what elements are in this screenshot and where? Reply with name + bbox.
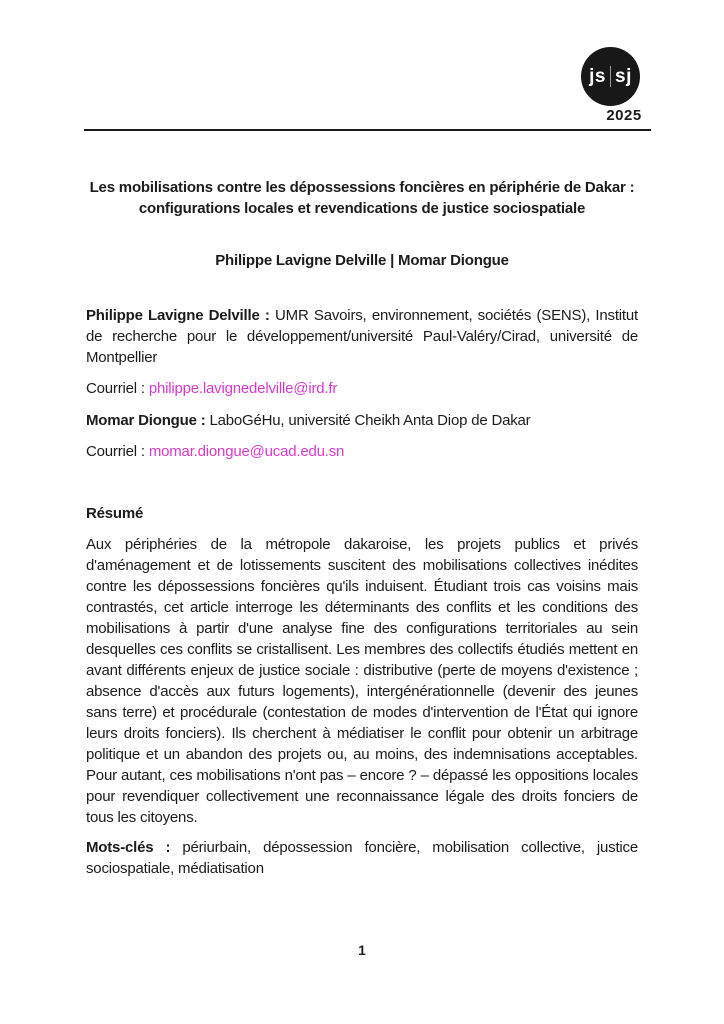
article-title-line2: configurations locales et revendications de justice sociospatiale [138, 200, 586, 217]
keywords-line [86, 837, 638, 879]
email-link-1[interactable]: philippe.lavignedelville@ird.fr [148, 380, 338, 397]
email-line-2 [86, 441, 638, 462]
page-number: 1 [358, 943, 366, 958]
affiliation-2-text: LaboGéHu, université Cheikh Anta Diop de Dakar [205, 412, 531, 429]
journal-logo-icon [581, 47, 640, 106]
email-label-1: Courriel : [86, 380, 149, 397]
email-label-2: Courriel : [86, 443, 149, 460]
abstract-text: Aux périphéries de la métropole dakaroise, les projets publics et privés d'aménagement et de lotissements suscitent des mobilisations collectives inédites contre les dépossessions foncières qu'ils induisent. Étudiant trois cas voisins mais contrastés, cet article interroge les déterminants des conflits et les conditions des mobilisations à partir d'une analyse fine des configurations territoriales au sein desquelles ces conflits se cristallisent. Les membres des collectifs étudiés mettent en avant différents enjeux de justice sociale : distributive (perte de moyens d'existence ; absence d'accès aux futurs logements), intergénérationnelle (devenir des jeunes sans terre) et procédurale (contestation de modes d'intervention de l'État qui ignore leurs droits fonciers). Ils cherchent à médiatiser le conflit pour obtenir un arbitrage politique et un abandon des projets ou, au moins, des indemnisations acceptables. Pour autant, ces mobilisations n'ont pas – encore ? – dépassé les oppositions locales pour revendiquer collectivement une reconnaissance légale des droits fonciers de tous les citoyens. [86, 536, 638, 826]
logo-divider [610, 66, 611, 87]
affiliation-2-author-name: Momar Diongue : [86, 412, 206, 429]
logo-left-text: js [589, 65, 606, 87]
affiliation-1 [86, 305, 638, 368]
authors-line: Philippe Lavigne Delville | Momar Diongue [215, 252, 509, 269]
header-rule [84, 129, 651, 131]
article-title-line1: Les mobilisations contre les dépossessions foncières en périphérie de Dakar : [89, 179, 635, 196]
logo-right-text: sj [615, 65, 632, 87]
abstract-heading: Résumé [86, 505, 144, 522]
email-link-2[interactable]: momar.diongue@ucad.edu.sn [148, 443, 345, 460]
affiliation-2 [86, 410, 638, 431]
article-content [86, 170, 638, 879]
article-title [86, 177, 638, 219]
keywords-text: périurbain, dépossession foncière, mobilisation collective, justice sociospatiale, médiatisation [86, 839, 638, 877]
keywords-label: Mots-clés : [86, 839, 171, 856]
affiliation-1-author-name: Philippe Lavigne Delville : [86, 307, 270, 324]
affiliation-1-text: UMR Savoirs, environnement, sociétés (SENS), Institut de recherche pour le développement/université Paul-Valéry/Cirad, université de Montpellier [86, 307, 638, 366]
publication-year: 2025 [606, 107, 642, 124]
email-line-1 [86, 378, 638, 399]
